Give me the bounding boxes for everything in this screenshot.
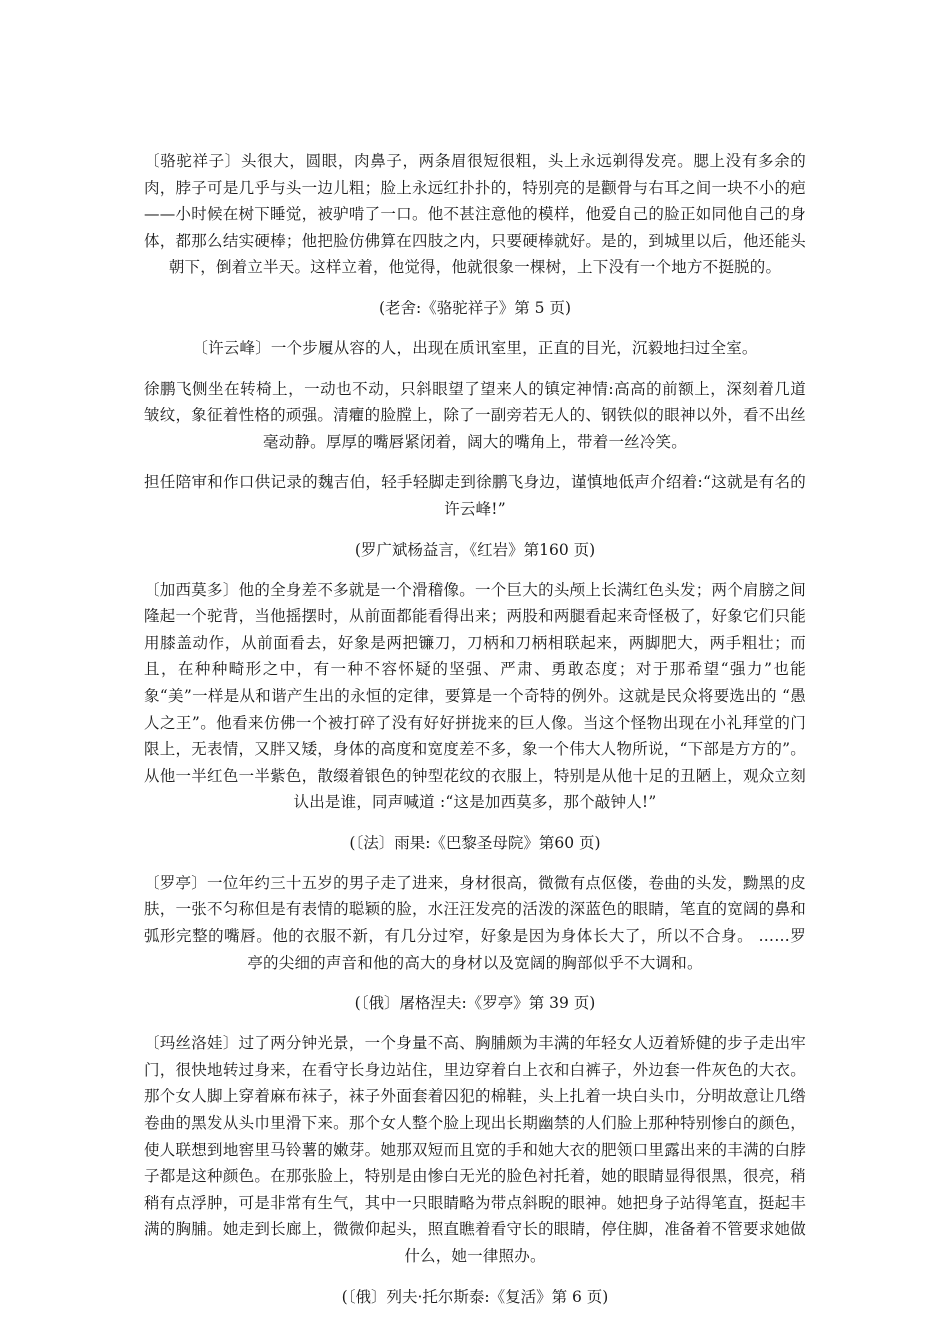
passage-xuyunfeng-description: 徐鹏飞侧坐在转椅上，一动也不动，只斜眼望了望来人的镇定神情:高高的前额上，深刻着几道皱纹，象征着性格的顽强。清癯的脸膛上，除了一副旁若无人的、钢铁似的眼神以外，看不出丝毫动静。厚厚的嘴唇紧闭着，阔大的嘴角上，带着一丝冷笑。 [144,379,806,451]
passage-quasimodo-text: 〔加西莫多〕他的全身差不多就是一个滑稽像。一个巨大的头颅上长满红色头发；两个肩膀之间隆起一个驼背，当他摇摆时，从前面都能看得出来；两股和两腿看起来奇怪极了，好象它们只能用膝盖动作，从前面看去，好象是两把镰刀，刀柄和刀柄相联起来，两脚肥大，两手粗壮；而且，在种种畸形之中，有一种不容怀疑的坚强、严肃、勇敢态度；对于那希望“强力”也能象“美”一样是从和谐产生出的永恒的定律，要算是一个奇特的例外。这就是民众将要选出的 “愚人之王”。他看来仿佛一个被打碎了没有好好拼拢来的巨人像。当这个怪物出现在小礼拜堂的门限上，无表情，又胖又矮，身体的高度和宽度差不多，象一个伟大人物所说，“下部是方方的”。从他一半红色一半紫色，散缀着银色的钟型花纹的衣服上，特别是从他十足的丑陋上，观众立刻认出是谁，同声喊道 :“这是加西莫多，那个敲钟人!” [144,580,806,812]
citation-hongyan: (罗广斌杨益言，《红岩》第160 页) [354,540,596,559]
passage-rudin-text: 〔罗亭〕一位年约三十五岁的男子走了进来，身材很高，微微有点伛偻，卷曲的头发，黝黑的皮肤，一张不匀称但是有表情的聪颖的脸，水汪汪发亮的活泼的深蓝色的眼睛，笔直的宽阔的鼻和弧形完整的嘴唇。他的衣服不新，有几分过窄，好象是因为身体长大了，所以不合身。 ……罗亭的尖细的声音和他的高大的身材以及宽阔的胸部似乎不大调和。 [144,873,806,972]
passage-xuyunfeng-intro: 〔许云峰〕一个步履从容的人，出现在质讯室里，正直的目光，沉毅地扫过全室。 [192,338,758,357]
document-page [144,148,806,1310]
passage-xuyunfeng-dialogue: 担任陪审和作口供记录的魏吉伯，轻手轻脚走到徐鹏飞身边，谨慎地低声介绍着:“这就是有名的许云峰!” [144,473,806,518]
citation-notre-dame: (〔法〕雨果:《巴黎圣母院》第60 页) [349,833,601,852]
citation-rudin: (〔俄〕屠格涅夫:《罗亭》第 39 页) [354,994,596,1013]
citation-resurrection: (〔俄〕列夫·托尔斯泰:《复活》第 6 页) [341,1287,609,1306]
citation-xiangzi: (老舍:《骆驼祥子》第 5 页) [378,298,572,317]
passage-xiangzi-text: 〔骆驼祥子〕头很大，圆眼，肉鼻子，两条眉很短很粗，头上永远剃得发亮。腮上没有多余的肉，脖子可是几乎与头一边儿粗；脸上永远红扑扑的，特别亮的是颧骨与右耳之间一块不小的疤——小时候在树下睡觉，被驴啃了一口。他不甚注意他的模样，他爱自己的脸正如同他自己的身体，都那么结实硬棒；他把脸仿佛算在四肢之内，只要硬棒就好。是的，到城里以后，他还能头朝下，倒着立半天。这样立着，他觉得，他就很象一棵树，上下没有一个地方不挺脱的。 [144,152,806,277]
passage-maslova-text: 〔玛丝洛娃〕过了两分钟光景，一个身量不高、胸脯颇为丰满的年轻女人迈着矫健的步子走出牢门，很快地转过身来，在看守长身边站住，里边穿着白上衣和白裤子，外边套一件灰色的大衣。那个女人脚上穿着麻布袜子，袜子外面套着囚犯的棉鞋，头上扎着一块白头巾，分明故意让几绺卷曲的黑发从头巾里滑下来。那个女人整个脸上现出长期幽禁的人们脸上那种特别惨白的颜色，使人联想到地窖里马铃薯的嫩芽。她那双短而且宽的手和她大衣的肥领口里露出来的丰满的白脖子都是这种颜色。在那张脸上，特别是由惨白无光的脸色衬托着，她的眼睛显得很黑，很亮，稍稍有点浮肿，可是非常有生气，其中一只眼睛略为带点斜睨的眼神。她把身子站得笔直，挺起丰满的胸脯。她走到长廊上，微微仰起头，照直瞧着看守长的眼睛，停住脚，准备着不管要求她做什么，她一律照办。 [144,1034,806,1265]
